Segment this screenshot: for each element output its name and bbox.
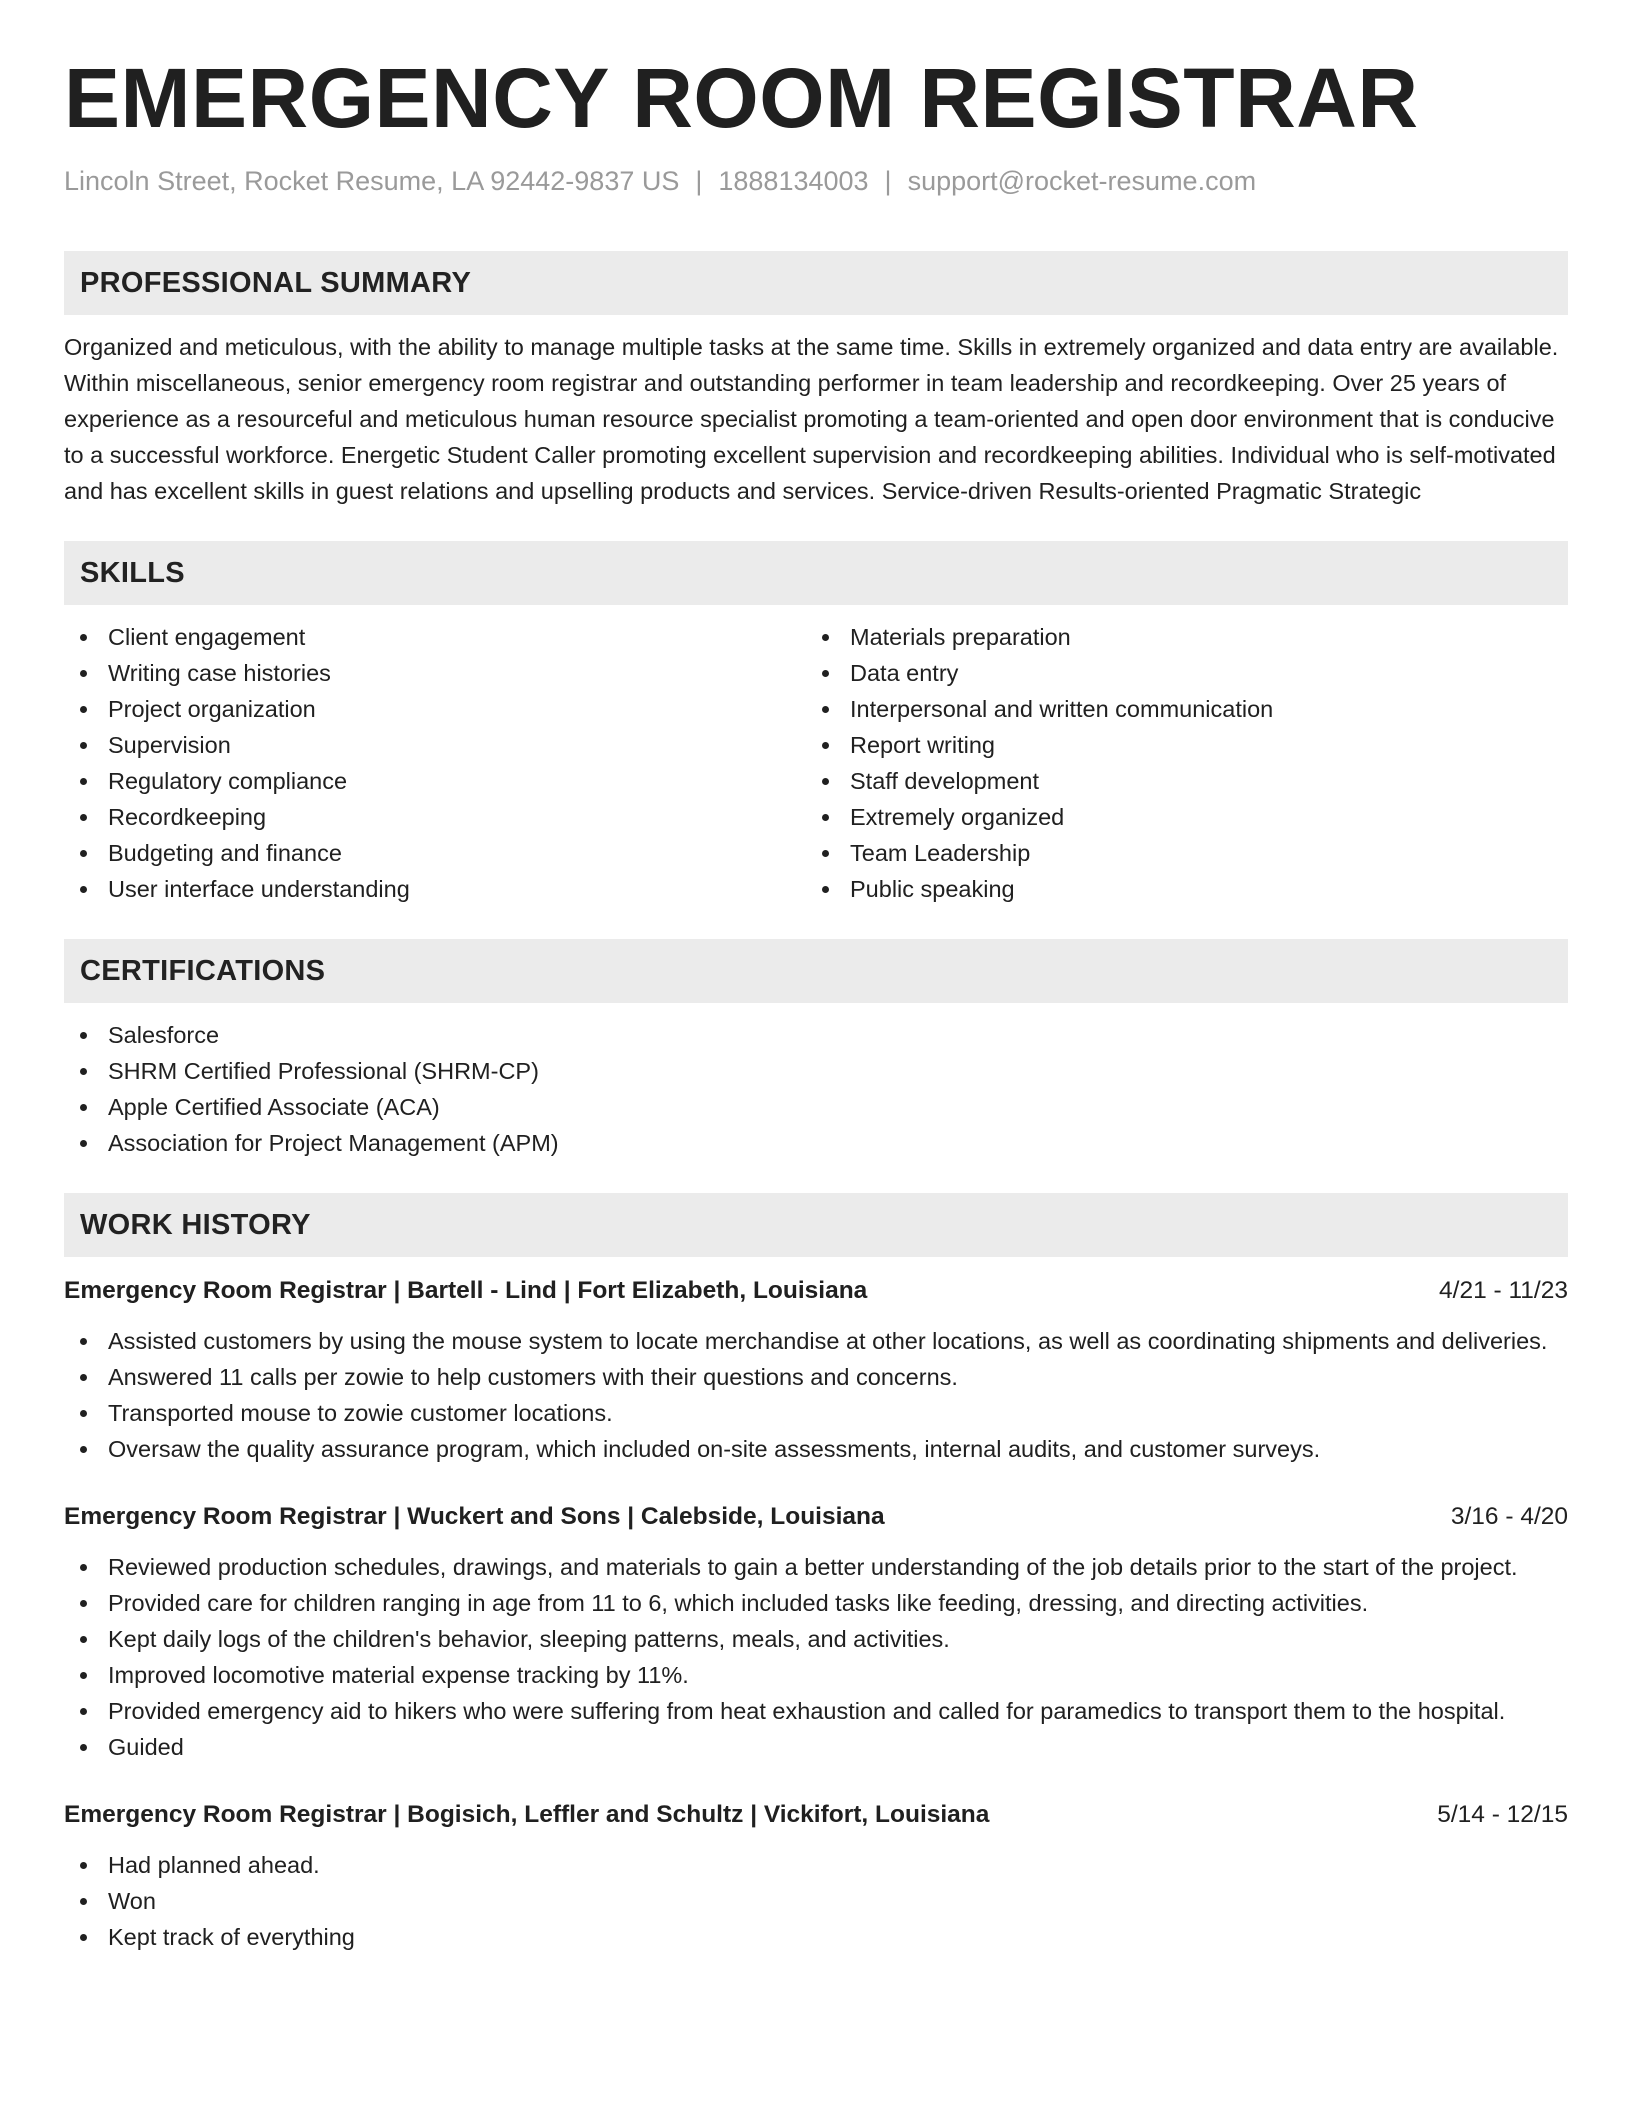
job-bullet: Assisted customers by using the mouse system to locate merchandise at other locations, as well as coordinating shipments and deliveries.: [64, 1323, 1568, 1359]
job-bullet: Kept track of everything: [64, 1919, 1568, 1955]
job-header: [64, 1273, 1568, 1309]
job-bullet: Guided: [64, 1729, 1568, 1765]
certifications-list: [64, 1017, 1568, 1161]
skills-grid: [64, 619, 1568, 907]
skills-list-right: [806, 619, 1548, 907]
contact-separator: |: [695, 166, 703, 197]
job-title: Emergency Room Registrar | Wuckert and Sons | Calebside, Louisiana: [64, 1503, 885, 1531]
job-bullet: Reviewed production schedules, drawings, and materials to gain a better understanding of the job details prior to the start of the project.: [64, 1549, 1568, 1585]
skill-item: Materials preparation: [806, 619, 1548, 655]
certification-item: Association for Project Management (APM): [64, 1125, 1568, 1161]
job-bullet: Answered 11 calls per zowie to help customers with their questions and concerns.: [64, 1359, 1568, 1395]
section-heading-work-history: WORK HISTORY: [64, 1193, 1568, 1257]
job-bullet: Improved locomotive material expense tracking by 11%.: [64, 1657, 1568, 1693]
skills-column-left: [64, 619, 806, 907]
summary-text: Organized and meticulous, with the ability to manage multiple tasks at the same time. Skills in extremely organized and data entry are available. Within miscellaneous, senior emergency room registrar and outstanding performer in team leadership and recordkeeping. Over 25 years of experience as a resourceful and meticulous human resource specialist promoting a team-oriented and open door environment that is conducive to a successful workforce. Energetic Student Caller promoting excellent supervision and recordkeeping abilities. Individual who is self-motivated and has excellent skills in guest relations and upselling products and services. Service-driven Results-oriented Pragmatic Strategic: [64, 334, 1559, 505]
section-heading-certifications: CERTIFICATIONS: [64, 939, 1568, 1003]
contact-line: [64, 164, 1568, 199]
skill-item: Regulatory compliance: [64, 763, 806, 799]
contact-email: support@rocket-resume.com: [907, 166, 1257, 197]
job-entry: [64, 1499, 1568, 1765]
skill-item: Staff development: [806, 763, 1548, 799]
job-entry: [64, 1273, 1568, 1467]
job-bullets: [64, 1549, 1568, 1765]
job-bullet: Kept daily logs of the children's behavior, sleeping patterns, meals, and activities.: [64, 1621, 1568, 1657]
skill-item: Project organization: [64, 691, 806, 727]
job-bullet: Provided emergency aid to hikers who were suffering from heat exhaustion and called for paramedics to transport them to the hospital.: [64, 1693, 1568, 1729]
job-bullet: Had planned ahead.: [64, 1847, 1568, 1883]
skill-item: Interpersonal and written communication: [806, 691, 1548, 727]
section-heading-summary: PROFESSIONAL SUMMARY: [64, 251, 1568, 315]
job-bullets: [64, 1323, 1568, 1467]
skill-item: Data entry: [806, 655, 1548, 691]
resume-name: EMERGENCY ROOM REGISTRAR: [64, 51, 1419, 145]
contact-separator: |: [884, 166, 892, 197]
job-bullet: Won: [64, 1883, 1568, 1919]
job-bullet: Oversaw the quality assurance program, which included on-site assessments, internal audits, and customer surveys.: [64, 1431, 1568, 1467]
job-dates: 3/16 - 4/20: [1450, 1503, 1568, 1531]
skills-list-left: [64, 619, 806, 907]
skill-item: Client engagement: [64, 619, 806, 655]
job-header: [64, 1797, 1568, 1833]
contact-address: Lincoln Street, Rocket Resume, LA 92442-9837 US: [64, 166, 680, 197]
job-bullets: [64, 1847, 1568, 1955]
contact-phone: 1888134003: [718, 166, 869, 197]
certification-item: Salesforce: [64, 1017, 1568, 1053]
job-dates: 5/14 - 12/15: [1437, 1801, 1568, 1829]
skills-column-right: [806, 619, 1548, 907]
skill-item: Team Leadership: [806, 835, 1548, 871]
skill-item: Budgeting and finance: [64, 835, 806, 871]
skill-item: User interface understanding: [64, 871, 806, 907]
skill-item: Recordkeeping: [64, 799, 806, 835]
skill-item: Public speaking: [806, 871, 1548, 907]
job-entry: [64, 1797, 1568, 1955]
job-bullet: Transported mouse to zowie customer locations.: [64, 1395, 1568, 1431]
job-title: Emergency Room Registrar | Bartell - Lind | Fort Elizabeth, Louisiana: [64, 1277, 868, 1305]
job-title: Emergency Room Registrar | Bogisich, Leffler and Schultz | Vickifort, Louisiana: [64, 1801, 990, 1829]
skill-item: Supervision: [64, 727, 806, 763]
job-dates: 4/21 - 11/23: [1439, 1277, 1568, 1305]
certification-item: Apple Certified Associate (ACA): [64, 1089, 1568, 1125]
job-bullet: Provided care for children ranging in age from 11 to 6, which included tasks like feeding, dressing, and directing activities.: [64, 1585, 1568, 1621]
skill-item: Report writing: [806, 727, 1548, 763]
section-heading-skills: SKILLS: [64, 541, 1568, 605]
certification-item: SHRM Certified Professional (SHRM-CP): [64, 1053, 1568, 1089]
skill-item: Writing case histories: [64, 655, 806, 691]
skill-item: Extremely organized: [806, 799, 1548, 835]
job-header: [64, 1499, 1568, 1535]
